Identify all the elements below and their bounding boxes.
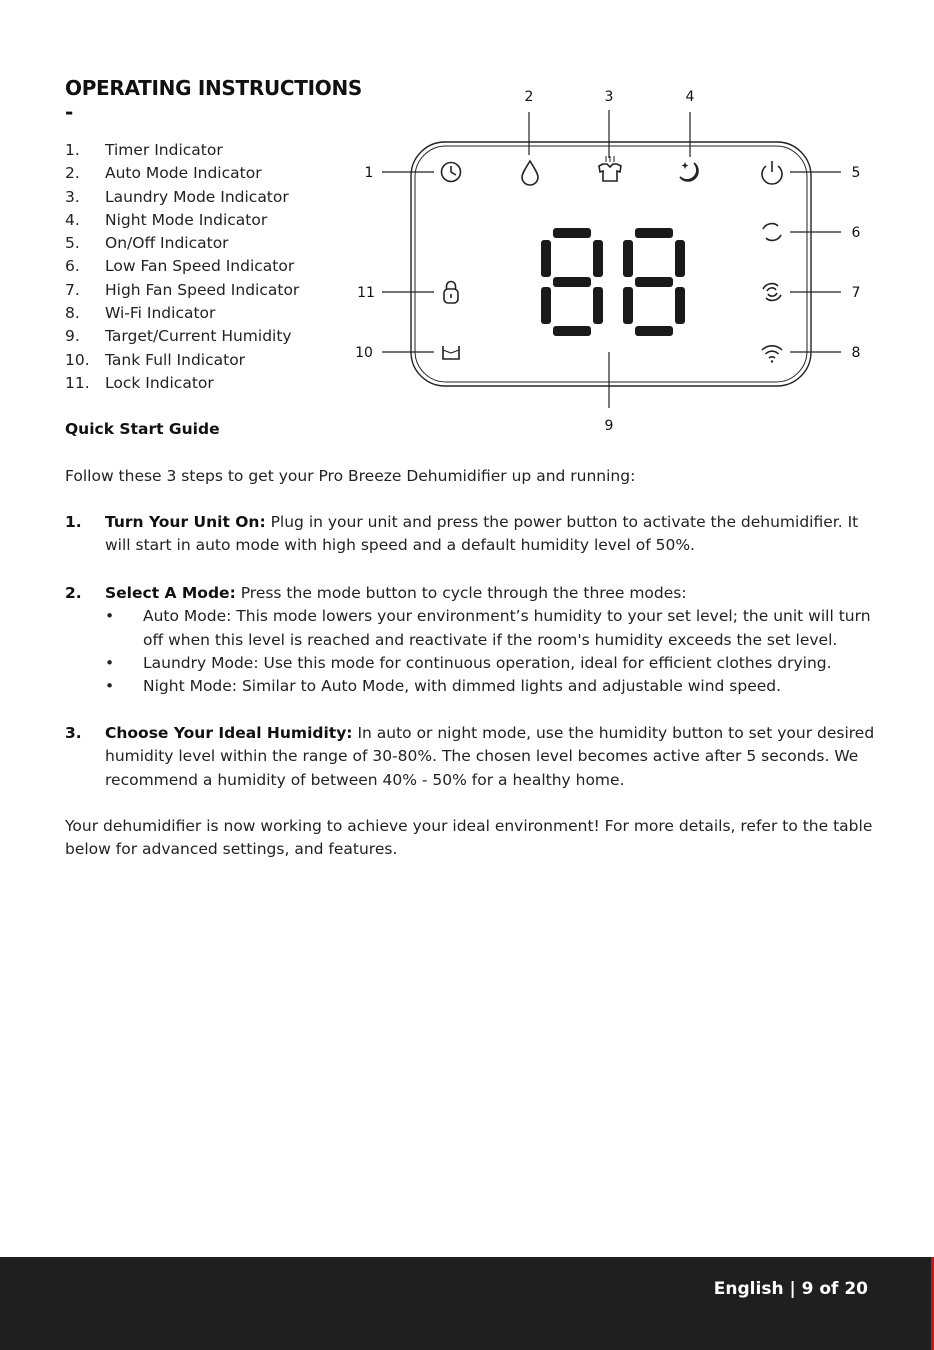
legend-number: 7. xyxy=(65,280,80,299)
bullet: • xyxy=(105,677,115,696)
step-3 xyxy=(65,722,885,792)
legend-label: Night Mode Indicator xyxy=(105,210,268,229)
step-number: 1. xyxy=(65,513,82,531)
digit-segment-b xyxy=(675,240,685,277)
callout-3: 3 xyxy=(604,89,614,105)
legend-item xyxy=(65,139,299,162)
digit-segment-g xyxy=(553,277,591,287)
display-digit-left xyxy=(541,228,603,336)
step-body xyxy=(105,722,885,792)
wifi-icon xyxy=(762,346,782,363)
page-number-label: English | 9 of 20 xyxy=(713,1279,868,1299)
closing-paragraph: Your dehumidifier is now working to achieve your ideal environment! For more details, refer to the table below for advanced settings, and features. xyxy=(65,817,873,859)
step-number: 2. xyxy=(65,584,82,602)
mode-list xyxy=(105,605,885,698)
mode-description: Laundry Mode: Use this mode for continuous operation, ideal for efficient clothes drying. xyxy=(143,653,832,672)
legend-number: 2. xyxy=(65,164,80,183)
step-text: Plug in your unit and press the power button to activate the dehumidifier. It will start in auto mode with high speed and a default humidity level of 50%. xyxy=(105,513,859,555)
legend-item xyxy=(65,209,299,232)
control-panel-diagram xyxy=(350,82,880,440)
step-1 xyxy=(65,511,885,558)
shirt-icon xyxy=(599,156,621,181)
legend-label: On/Off Indicator xyxy=(105,234,229,253)
water-drop-icon xyxy=(522,161,538,185)
callout-7: 7 xyxy=(851,285,861,301)
legend-item xyxy=(65,325,299,348)
legend-number: 6. xyxy=(65,257,80,276)
callout-2: 2 xyxy=(524,89,534,105)
legend-item xyxy=(65,255,299,278)
mode-description: Night Mode: Similar to Auto Mode, with dimmed lights and adjustable wind speed. xyxy=(143,677,782,696)
digit-segment-e xyxy=(541,287,551,324)
callout-1: 1 xyxy=(364,165,374,181)
humidity-seven-segment-display xyxy=(541,228,685,336)
legend-number: 1. xyxy=(65,141,80,159)
legend-item xyxy=(65,162,299,185)
bullet: • xyxy=(105,653,115,672)
legend-item xyxy=(65,302,299,325)
legend-number: 3. xyxy=(65,187,80,206)
legend-label: Target/Current Humidity xyxy=(105,327,292,346)
step-title: Select A Mode: xyxy=(105,584,236,602)
page-title: OPERATING INSTRUCTIONS xyxy=(65,76,363,100)
legend-label: Auto Mode Indicator xyxy=(105,164,262,183)
legend-number: 4. xyxy=(65,210,80,229)
callout-8: 8 xyxy=(851,345,861,361)
callout-4: 4 xyxy=(685,89,695,105)
fan-high-icon xyxy=(763,284,781,301)
power-icon xyxy=(762,161,782,184)
digit-segment-d xyxy=(635,326,673,336)
legend-label: Low Fan Speed Indicator xyxy=(105,257,295,276)
tank-icon xyxy=(443,346,459,359)
legend-number: 10. xyxy=(65,350,90,369)
mode-description: Auto Mode: This mode lowers your environment’s humidity to your set level; the unit will turn off when this level is reached and reactivate if the room's humidity exceeds the set level. xyxy=(143,607,871,649)
callout-11: 11 xyxy=(357,285,375,301)
title-dash: - xyxy=(65,100,74,124)
digit-segment-e xyxy=(623,287,633,324)
quick-start-intro: Follow these 3 steps to get your Pro Breeze Dehumidifier up and running: xyxy=(65,467,636,485)
indicator-legend xyxy=(65,139,299,395)
legend-label: Wi-Fi Indicator xyxy=(105,304,216,323)
legend-number: 11. xyxy=(65,373,90,392)
legend-item xyxy=(65,186,299,209)
legend-label: High Fan Speed Indicator xyxy=(105,280,300,299)
step-text: In auto or night mode, use the humidity button to set your desired humidity level within the range of 30-80%. The chosen level becomes active after 5 seconds. We recommend a humidity of between 40% - 50% for a healthy home. xyxy=(105,724,875,789)
step-title: Choose Your Ideal Humidity: xyxy=(105,724,353,742)
bullet: • xyxy=(105,607,115,626)
mode-list-item xyxy=(105,675,885,698)
timer-icon xyxy=(442,163,461,182)
panel-outer-outline xyxy=(411,142,811,386)
step-2 xyxy=(65,582,885,698)
legend-item xyxy=(65,349,299,372)
mode-list-item xyxy=(105,652,885,675)
digit-segment-c xyxy=(675,287,685,324)
step-body xyxy=(105,511,885,558)
legend-label: Laundry Mode Indicator xyxy=(105,187,289,206)
digit-segment-c xyxy=(593,287,603,324)
quick-start-heading: Quick Start Guide xyxy=(65,420,220,438)
callout-5: 5 xyxy=(851,165,861,181)
digit-segment-f xyxy=(541,240,551,277)
step-body xyxy=(105,582,885,605)
legend-number: 8. xyxy=(65,304,80,323)
step-number: 3. xyxy=(65,724,82,742)
legend-item xyxy=(65,279,299,302)
legend-label: Timer Indicator xyxy=(105,141,223,159)
legend-item xyxy=(65,232,299,255)
page-footer xyxy=(0,1257,931,1350)
digit-segment-d xyxy=(553,326,591,336)
digit-segment-g xyxy=(635,277,673,287)
step-title: Turn Your Unit On: xyxy=(105,513,266,531)
legend-number: 5. xyxy=(65,234,80,253)
display-digit-right xyxy=(623,228,685,336)
lock-icon xyxy=(444,282,458,304)
control-panel-svg xyxy=(350,82,880,440)
callout-9: 9 xyxy=(604,418,614,434)
step-text: Press the mode button to cycle through the three modes: xyxy=(235,584,687,602)
callout-lines xyxy=(382,110,841,408)
digit-segment-a xyxy=(635,228,673,238)
legend-label: Lock Indicator xyxy=(105,373,214,392)
callout-6: 6 xyxy=(851,225,861,241)
moon-icon xyxy=(680,162,698,181)
digit-segment-b xyxy=(593,240,603,277)
mode-list-item xyxy=(105,605,885,652)
fan-low-icon xyxy=(763,224,781,241)
digit-segment-a xyxy=(553,228,591,238)
digit-segment-f xyxy=(623,240,633,277)
legend-number: 9. xyxy=(65,327,80,346)
legend-label: Tank Full Indicator xyxy=(105,350,246,369)
legend-item xyxy=(65,372,299,395)
callout-10: 10 xyxy=(355,345,373,361)
